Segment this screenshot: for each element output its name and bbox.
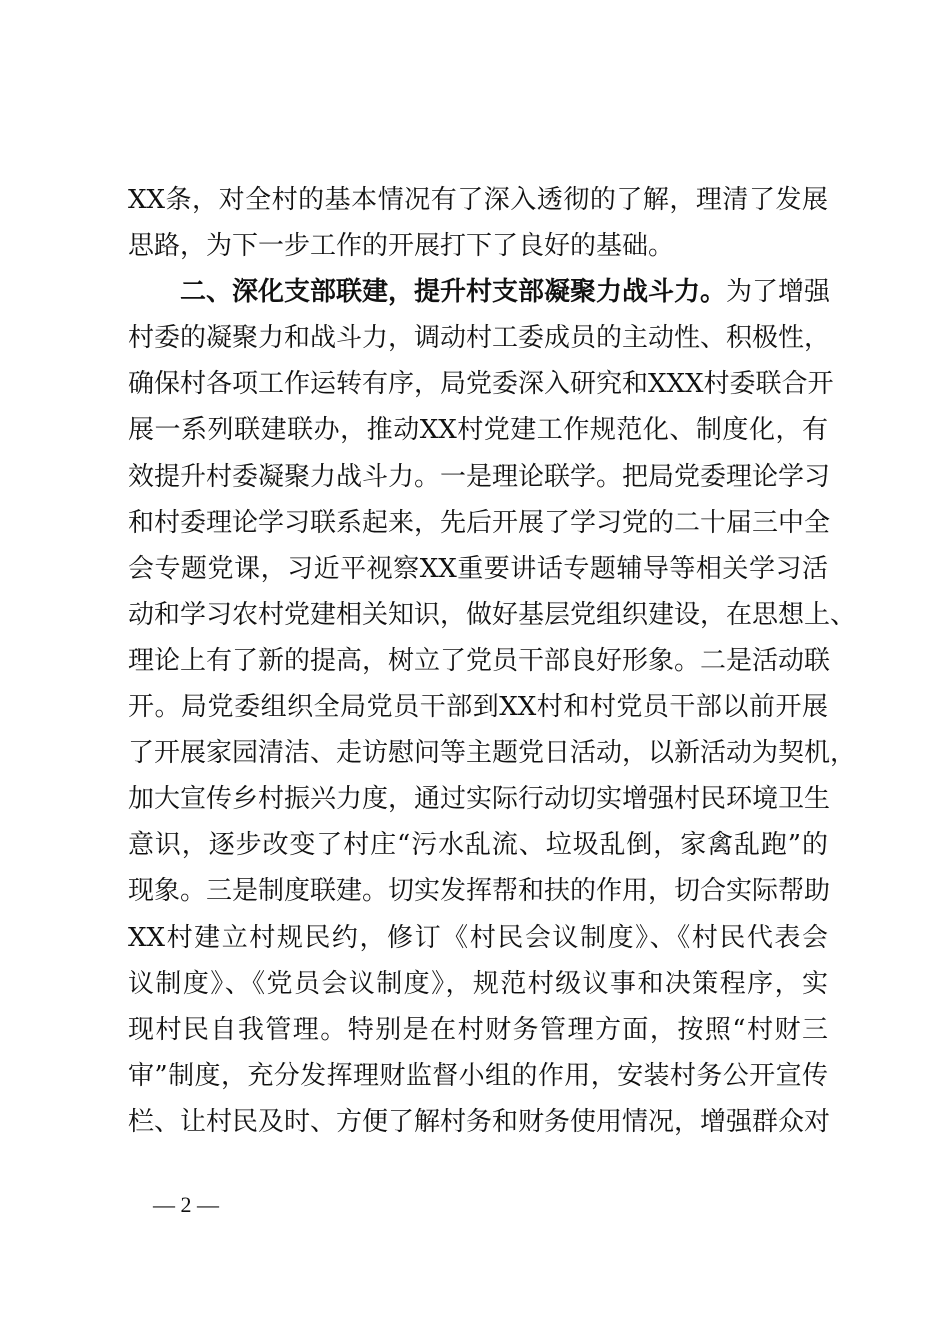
text-line-2: 思路，为下一步工作的开展打下了良好的基础。 bbox=[128, 231, 675, 262]
text-line-12: 开。局党委组织全局党员干部到XX村和村党员干部以前开展 bbox=[128, 692, 828, 723]
text-line-16: 现象。三是制度联建。切实发挥帮和扶的作用，切合实际帮助 bbox=[128, 876, 831, 907]
text-line-8: 和村委理论学习联系起来，先后开展了学习党的二十届三中全 bbox=[128, 507, 831, 538]
page-number: — 2 — bbox=[153, 1192, 219, 1217]
text-line-14: 加大宣传乡村振兴力度，通过实际行动切实增强村民环境卫生 bbox=[128, 784, 831, 815]
section-heading: 二、深化支部联建，提升村支部凝聚力战斗力。 bbox=[180, 277, 727, 308]
text-line-11: 理论上有了新的提高，树立了党员干部良好形象。二是活动联 bbox=[128, 645, 831, 676]
text-line-5: 确保村各项工作运转有序，局党委深入研究和XXX村委联合开 bbox=[128, 369, 834, 400]
section-lead-text: 为了增强 bbox=[726, 277, 831, 308]
text-line-3 bbox=[128, 269, 831, 315]
text-line-7: 效提升村委凝聚力战斗力。一是理论联学。把局党委理论学习 bbox=[128, 461, 831, 492]
text-line-10: 动和学习农村党建相关知识，做好基层党组织建设，在思想上、 bbox=[128, 599, 857, 630]
text-line-9: 会专题党课，习近平视察XX重要讲话专题辅导等相关学习活 bbox=[128, 553, 828, 584]
text-line-13: 了开展家园清洁、走访慰问等主题党日活动，以新活动为契机， bbox=[128, 738, 857, 769]
text-line-4: 村委的凝聚力和战斗力，调动村工委成员的主动性、积极性， bbox=[128, 323, 831, 354]
text-line-17: XX村建立村规民约，修订《村民会议制度》、《村民代表会 bbox=[128, 922, 828, 953]
text-line-19: 现村民自我管理。特别是在村财务管理方面，按照“村财三 bbox=[128, 1014, 828, 1045]
body-text bbox=[128, 177, 857, 1145]
text-line-1: XX条，对全村的基本情况有了深入透彻的了解，理清了发展 bbox=[128, 185, 828, 215]
text-line-20: 审”制度，充分发挥理财监督小组的作用，安装村务公开宣传 bbox=[128, 1060, 828, 1091]
text-line-18: 议制度》、《党员会议制度》，规范村级议事和决策程序，实 bbox=[128, 968, 828, 999]
text-line-6: 展一系列联建联办，推动XX村党建工作规范化、制度化，有 bbox=[128, 415, 828, 446]
text-line-21: 栏、让村民及时、方便了解村务和财务使用情况，增强群众对 bbox=[128, 1106, 831, 1137]
text-line-15: 意识，逐步改变了村庄“污水乱流、垃圾乱倒，家禽乱跑”的 bbox=[128, 830, 828, 861]
